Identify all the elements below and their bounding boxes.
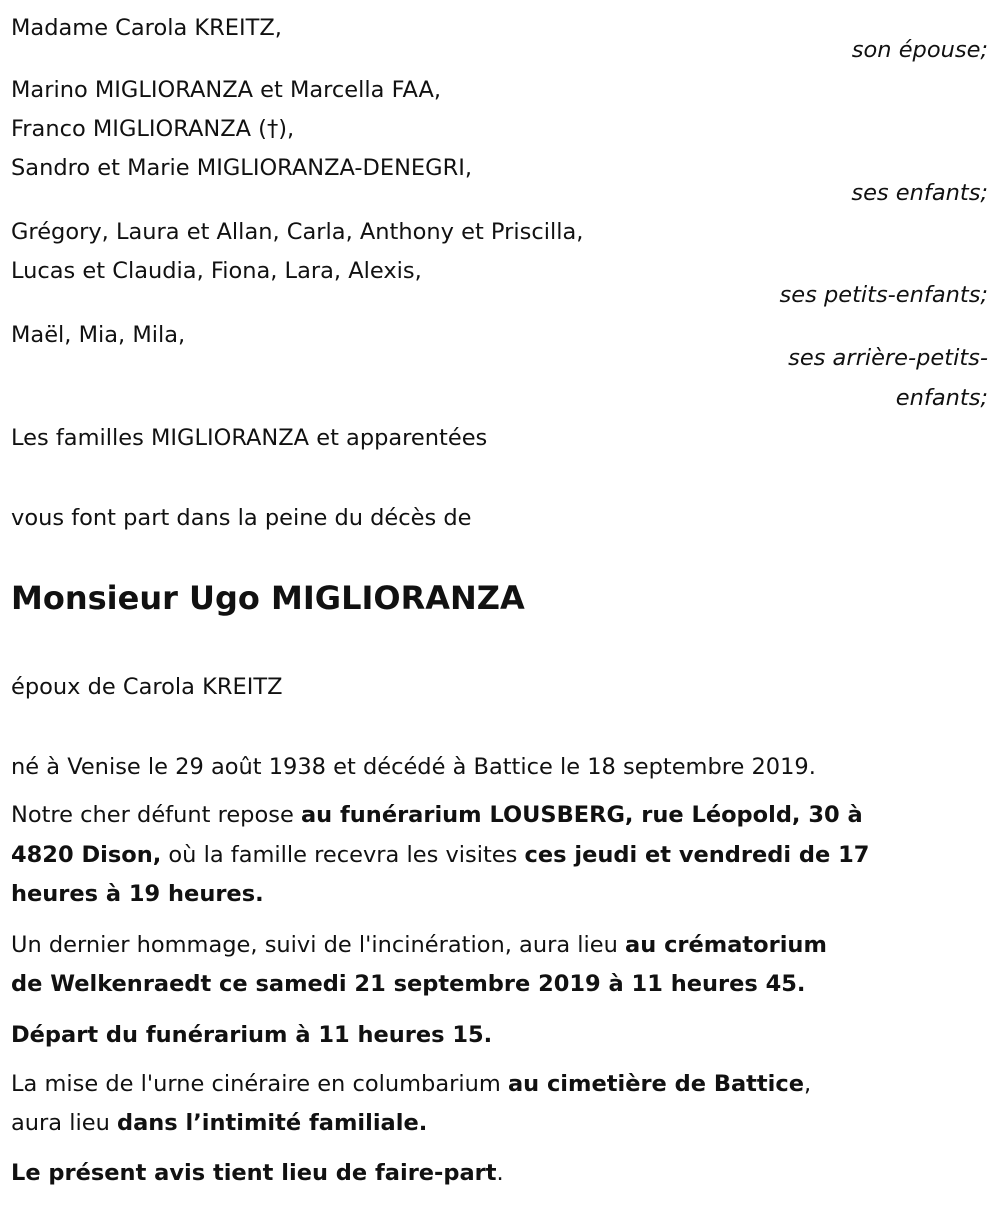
intimacy: dans l’intimité familiale. <box>117 1110 428 1136</box>
cemetery: au cimetière de Battice <box>507 1071 804 1097</box>
text: , <box>804 1071 812 1097</box>
text: où la famille recevra les visites <box>161 842 525 868</box>
child-line: Franco MIGLIORANZA (†), <box>11 116 295 142</box>
departure: Départ du funérarium à 11 heures 15. <box>11 1022 493 1048</box>
crematorium: au crématorium <box>625 932 827 958</box>
children-role: ses enfants; <box>851 180 988 206</box>
text: Notre cher défunt repose <box>11 802 301 828</box>
city: 4820 Dison, <box>11 842 162 868</box>
funeral-home: au funérarium LOUSBERG, rue Léopold, 30 à <box>300 802 863 828</box>
child-line: Marino MIGLIORANZA et Marcella FAA, <box>11 77 442 103</box>
birth-death: né à Venise le 29 août 1938 et décédé à Battice le 18 septembre 2019. <box>11 754 816 780</box>
announcement: vous font part dans la peine du décès de <box>11 505 472 531</box>
grandchildren-line: Grégory, Laura et Allan, Carla, Anthony et Priscilla, <box>11 219 584 245</box>
text: . <box>496 1160 504 1186</box>
families-line: Les familles MIGLIORANZA et apparentées <box>11 425 488 451</box>
grandchildren-role: ses petits-enfants; <box>779 282 988 308</box>
text: aura lieu <box>11 1110 117 1136</box>
child-line: Sandro et Marie MIGLIORANZA-DENEGRI, <box>11 155 472 181</box>
spouse-of: époux de Carola KREITZ <box>11 674 283 700</box>
ceremony-line <box>11 969 805 999</box>
rest-line <box>11 840 869 870</box>
great-grandchildren-line: Maël, Mia, Mila, <box>11 322 186 348</box>
closing: Le présent avis tient lieu de faire-part <box>11 1160 497 1186</box>
urn-line <box>11 1108 427 1138</box>
urn-line <box>11 1069 811 1099</box>
great-grandchildren-role: enfants; <box>895 385 988 411</box>
ceremony-line <box>11 930 827 960</box>
spouse-role: son épouse; <box>851 37 988 63</box>
rest-line <box>11 800 863 830</box>
text: Un dernier hommage, suivi de l'incinération, aura lieu <box>11 932 626 958</box>
spouse-line: Madame Carola KREITZ, <box>11 15 282 41</box>
visit-hours: ces jeudi et vendredi de 17 <box>524 842 870 868</box>
visit-hours: heures à 19 heures. <box>11 881 264 907</box>
grandchildren-line: Lucas et Claudia, Fiona, Lara, Alexis, <box>11 258 422 284</box>
departure-line <box>11 1020 492 1050</box>
ceremony-date: de Welkenraedt ce samedi 21 septembre 2019 à 11 heures 45. <box>11 971 806 997</box>
text: La mise de l'urne cinéraire en columbarium <box>11 1071 508 1097</box>
rest-line <box>11 879 264 909</box>
closing-line <box>11 1158 504 1188</box>
deceased-name: Monsieur Ugo MIGLIORANZA <box>11 579 525 617</box>
great-grandchildren-role: ses arrière-petits- <box>788 345 988 371</box>
